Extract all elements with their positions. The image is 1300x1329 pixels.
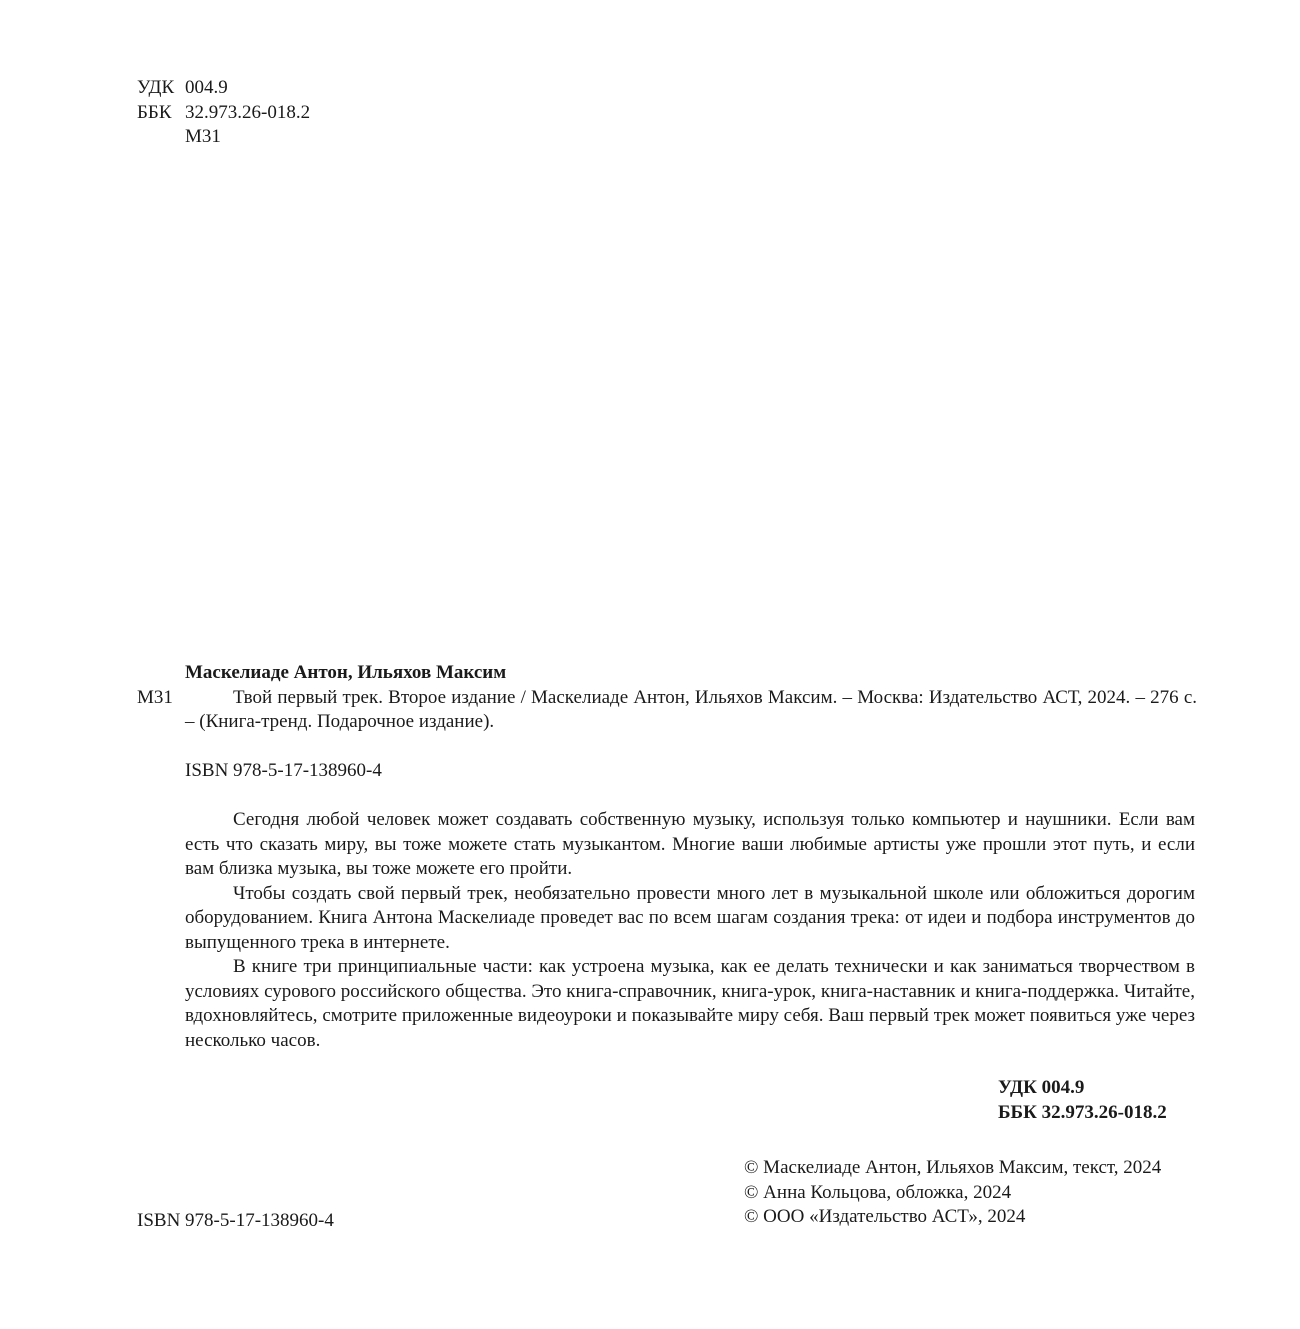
bbk-value: 32.973.26-018.2 [185, 101, 311, 123]
authors-heading: Маскелиаде Антон, Ильяхов Максим [185, 662, 507, 683]
annotation-paragraph: Сегодня любой человек может создавать собственную музыку, используя только компьютер и наушники. Если вам есть что сказать миру, вы тоже можете стать музыкантом. Многие ваши любимые артисты уже прошли этот путь, и если вам близка музыка, вы тоже можете его пройти. [185, 809, 1195, 879]
isbn-bottom: ISBN 978-5-17-138960-4 [137, 1210, 334, 1231]
udk-value: 004.9 [185, 77, 228, 98]
copyright-line: © Анна Кольцова, обложка, 2024 [744, 1181, 1012, 1203]
annotation [185, 808, 1195, 1053]
copyright-block [744, 1156, 1161, 1230]
copyright-line: © ООО «Издательство АСТ», 2024 [744, 1206, 1026, 1227]
udk-row [137, 76, 310, 101]
cutter-mark: М31 [137, 686, 173, 708]
bbk-row [137, 101, 310, 126]
cutter-value: М31 [185, 126, 221, 147]
title-record-text: Твой первый трек. Второе издание / Маскелиаде Антон, Ильяхов Максим. – Москва: Издательство АСТ, 2024. – 276 с. – (Книга-тренд. Подарочное издание). [185, 686, 1197, 732]
annotation-paragraph: В книге три принципиальные части: как устроена музыка, как ее делать технически и как заниматься творчеством в условиях сурового российского общества. Это книга-справочник, книга-урок, книга-наставник и книга-поддержка. Читайте, вдохновляйтесь, смотрите приложенные видеоуроки и показывайте миру себя. Ваш первый трек может появиться уже через несколько часов. [185, 956, 1195, 1051]
udk-label: УДК [137, 77, 175, 98]
bibliographic-record [137, 661, 1197, 784]
bbk-label: ББК [137, 101, 172, 123]
bbk-bottom: ББК 32.973.26-018.2 [998, 1101, 1167, 1123]
title-record [137, 686, 1197, 735]
classification-top [137, 76, 310, 150]
isbn-record: ISBN 978-5-17-138960-4 [185, 760, 382, 781]
classification-bottom [998, 1076, 1167, 1125]
udk-bottom: УДК 004.9 [998, 1077, 1085, 1098]
annotation-paragraph: Чтобы создать свой первый трек, необязательно провести много лет в музыкальной школе или обложиться дорогим оборудованием. Книга Антона Маскелиаде проведет вас по всем шагам создания трека: от идеи и подбора инструментов до выпущенного трека в интернете. [185, 882, 1195, 953]
cutter-row [137, 125, 310, 150]
copyright-line: © Маскелиаде Антон, Ильяхов Максим, текст, 2024 [744, 1157, 1162, 1178]
